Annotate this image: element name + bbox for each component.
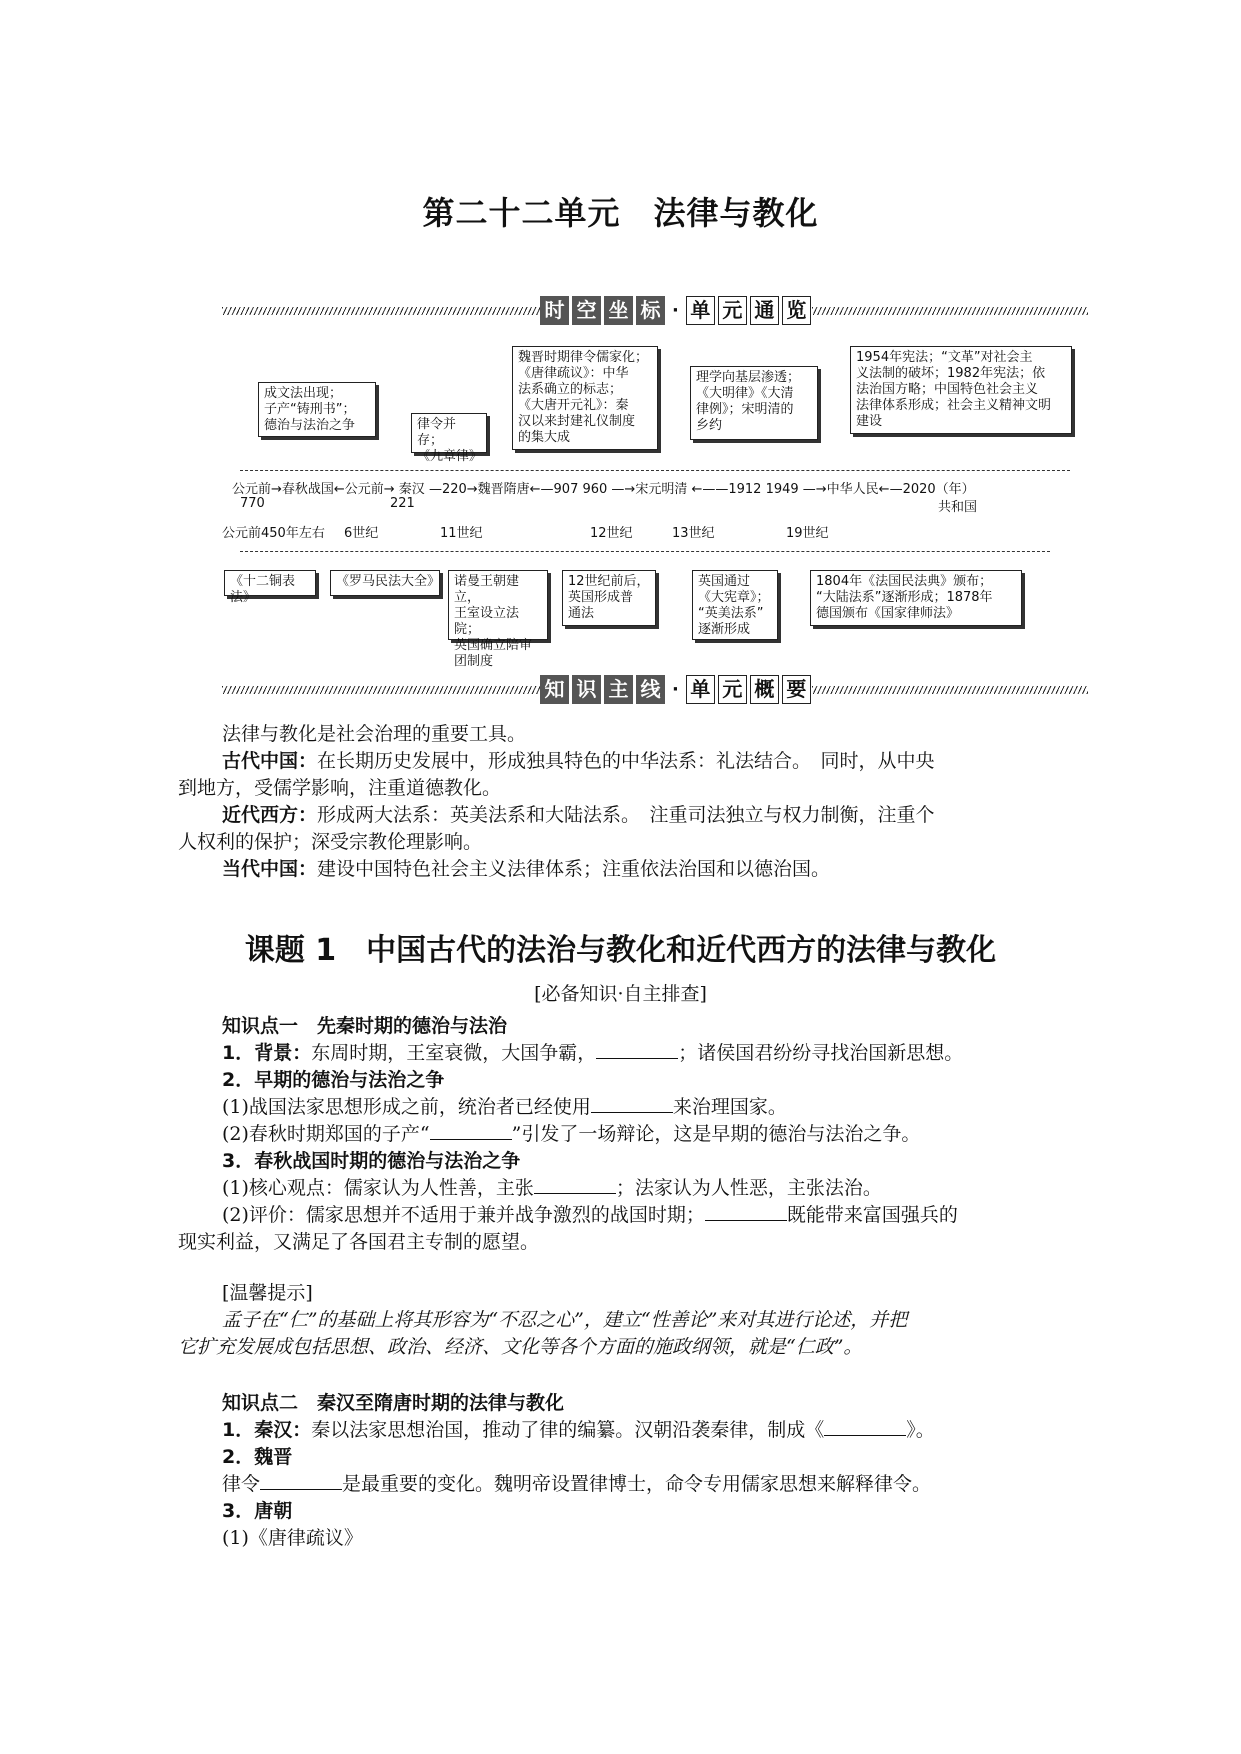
- banner2-hatch-left: [222, 686, 540, 694]
- lesson-title: 课题 1 中国古代的法治与教化和近代西方的法律与教化: [244, 933, 997, 968]
- timeline-axis-top: [240, 470, 1070, 471]
- banner2-hatch-right: [812, 686, 1088, 694]
- kp1-line2: 2．早期的德治与法治之争: [222, 1069, 445, 1091]
- blank-field: [430, 1121, 512, 1140]
- timeline-box-prc: 1954年宪法；“文革”对社会主 义法制的破坏；1982年宪法；依 法治国方略；中国特色社会主义 法律体系形成；社会主义精神文明 建设: [850, 346, 1072, 434]
- blank-field: [596, 1040, 678, 1059]
- kp2-title: 知识点二 秦汉至隋唐时期的法律与教化: [222, 1392, 565, 1414]
- timeline-label-6c: 6世纪: [344, 526, 379, 541]
- summary-intro: 法律与教化是社会治理的重要工具。: [222, 723, 527, 745]
- blank-field: [705, 1202, 787, 1221]
- timeline-box-song-yuan-ming-qing: 理学向基层渗透； 《大明律》《大清 律例》；宋明清的 乡约: [690, 366, 818, 440]
- blank-field: [824, 1417, 906, 1436]
- blank-field: [591, 1094, 673, 1113]
- kp2-line3: 律令 是最重要的变化。魏明帝设置律博士，命令专用儒家思想来解释律令。: [222, 1473, 932, 1495]
- kp1-line5: 3．春秋战国时期的德治与法治之争: [222, 1150, 521, 1172]
- kp1-line8: 现实利益，又满足了各国君主专制的愿望。: [178, 1231, 540, 1253]
- timeline-sub-770: 770: [240, 496, 265, 511]
- summary-modern-cont: 人权利的保护；深受宗教伦理影响。: [178, 831, 483, 853]
- kp1-title: 知识点一 先秦时期的德治与法治: [222, 1015, 508, 1037]
- kp2-line5: (1)《唐律疏议》: [222, 1527, 363, 1549]
- timeline-axis-labels: 公元前→春秋战国←公元前→ 秦汉 —220→魏晋隋唐←—907 960 —→宋元明清 ←——1912 1949 —→中华人民←—2020（年）: [232, 482, 975, 497]
- timeline-sub-prc: 共和国: [938, 500, 978, 515]
- tip-line1: 孟子在“仁”的基础上将其形容为“不忍之心”，建立“性善论”来对其进行论述，并把: [222, 1309, 908, 1331]
- timeline-box-common-law: 12世纪前后， 英国形成普 通法: [562, 570, 656, 626]
- timeline-box-spring-autumn: 成文法出现； 子产“铸刑书”； 德治与法治之争: [258, 382, 376, 437]
- tip-label: [温馨提示]: [222, 1282, 313, 1304]
- summary-ancient-cont: 到地方，受儒学影响，注重道德教化。: [178, 777, 502, 799]
- kp2-line2: 2．魏晋: [222, 1446, 293, 1468]
- timeline-box-twelve-tables: 《十二铜表法》: [224, 570, 316, 596]
- summary-modern: 近代西方：形成两大法系：英美法系和大陆法系。 注重司法独立与权力制衡，注重个: [222, 804, 935, 826]
- timeline-axis-bottom: [240, 551, 1050, 552]
- banner-timeline: 时 空 坐 标 · 单 元 通 览: [540, 296, 811, 325]
- timeline-box-wei-jin-sui-tang: 魏晋时期律令儒家化； 《唐律疏议》：中华 法系确立的标志； 《大唐开元礼》：秦 汉以来封建礼仪制度 的集大成: [512, 346, 658, 450]
- timeline-sub-221: 221: [390, 496, 415, 511]
- subheading: [必备知识·自主排查]: [534, 983, 707, 1005]
- timeline-label-11c: 11世纪: [440, 526, 483, 541]
- timeline-box-qin-han: 律令并存； 《九章律》: [411, 413, 487, 453]
- timeline-label-450bc: 公元前450年左右: [222, 526, 325, 541]
- timeline-label-13c: 13世纪: [672, 526, 715, 541]
- blank-field: [534, 1175, 616, 1194]
- kp1-line6: (1)核心观点：儒家认为人性善，主张 ；法家认为人性恶，主张法治。: [222, 1177, 882, 1199]
- summary-contemporary: 当代中国：建设中国特色社会主义法律体系；注重依法治国和以德治国。: [222, 858, 831, 880]
- timeline-box-magna-carta: 英国通过 《大宪章》； “英美法系” 逐渐形成: [692, 570, 778, 640]
- kp2-line1: 1．秦汉：秦以法家思想治国，推动了律的编纂。汉朝沿袭秦律，制成《 》。: [222, 1419, 935, 1441]
- summary-ancient: 古代中国：在长期历史发展中，形成独具特色的中华法系：礼法结合。 同时，从中央: [222, 750, 935, 772]
- timeline-box-norman: 诺曼王朝建立， 王室设立法院； 英国确立陪审 团制度: [448, 570, 548, 640]
- kp1-line7: (2)评价：儒家思想并不适用于兼并战争激烈的战国时期； 既能带来富国强兵的: [222, 1204, 958, 1226]
- banner-hatch-left: [222, 307, 540, 315]
- kp2-line4: 3．唐朝: [222, 1500, 293, 1522]
- unit-title: 第二十二单元 法律与教化: [422, 194, 819, 232]
- kp1-line4: (2)春秋时期郑国的子产“ ”引发了一场辩论，这是早期的德治与法治之争。: [222, 1123, 921, 1145]
- banner-hatch-right: [812, 307, 1088, 315]
- timeline-label-12c: 12世纪: [590, 526, 633, 541]
- tip-line2: 它扩充发展成包括思想、政治、经济、文化等各个方面的施政纲领，就是“仁政”。: [178, 1336, 863, 1358]
- kp1-line1: 1．背景：东周时期，王室衰微，大国争霸， ；诸侯国君纷纷寻找治国新思想。: [222, 1042, 964, 1064]
- timeline-box-civil-code: 1804年《法国民法典》颁布； “大陆法系”逐渐形成；1878年 德国颁布《国家律师法》: [810, 570, 1022, 626]
- blank-field: [260, 1471, 342, 1490]
- timeline-box-corpus-juris: 《罗马民法大全》: [330, 570, 440, 596]
- banner-knowledge: 知 识 主 线 · 单 元 概 要: [540, 675, 811, 704]
- timeline-label-19c: 19世纪: [786, 526, 829, 541]
- kp1-line3: (1)战国法家思想形成之前，统治者已经使用 来治理国家。: [222, 1096, 787, 1118]
